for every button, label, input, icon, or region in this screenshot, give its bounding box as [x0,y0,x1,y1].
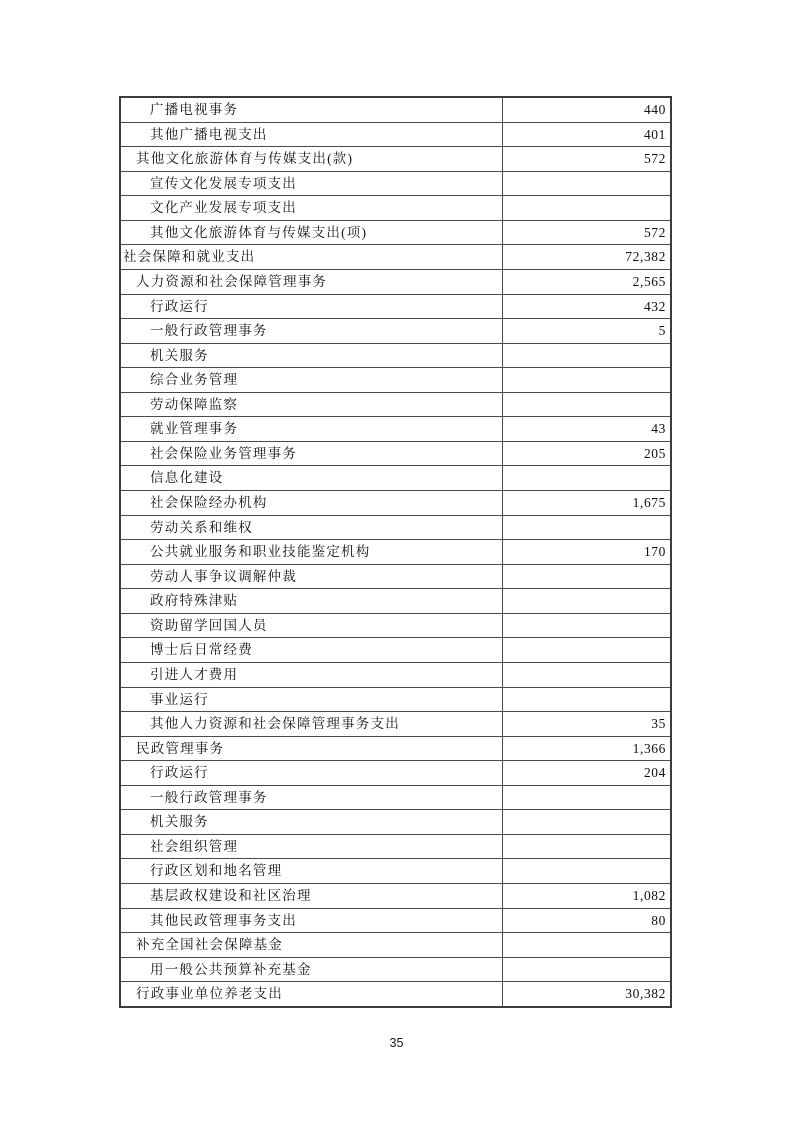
row-label: 民政管理事务 [121,737,503,761]
row-label: 政府特殊津贴 [121,589,503,613]
table-row [121,123,670,148]
table-row [121,172,670,197]
table-row [121,221,670,246]
row-label: 机关服务 [121,344,503,368]
row-value [503,393,670,417]
row-label: 行政事业单位养老支出 [121,982,503,1006]
row-label: 博士后日常经费 [121,638,503,662]
row-value [503,368,670,392]
row-value: 72,382 [625,249,666,265]
row-label: 用一般公共预算补充基金 [121,958,503,982]
table-row [121,245,670,270]
row-value [503,344,670,368]
table-row [121,442,670,467]
row-value: 30,382 [625,986,666,1002]
table-row [121,466,670,491]
row-label: 一般行政管理事务 [121,786,503,810]
table-row [121,761,670,786]
table-row [121,712,670,737]
row-value [503,172,670,196]
table-row [121,958,670,983]
table-row [121,196,670,221]
row-value: 1,366 [632,740,666,756]
row-value [503,638,670,662]
table-row [121,589,670,614]
table-row [121,638,670,663]
row-label: 宣传文化发展专项支出 [121,172,503,196]
row-label: 广播电视事务 [121,98,503,122]
row-label: 补充全国社会保障基金 [121,933,503,957]
row-value: 572 [643,151,666,167]
table-row [121,835,670,860]
table-row [121,491,670,516]
row-label: 其他广播电视支出 [121,123,503,147]
row-value: 401 [643,126,666,142]
table-row [121,909,670,934]
row-value [503,859,670,883]
row-label: 基层政权建设和社区治理 [121,884,503,908]
table-row [121,417,670,442]
row-value: 5 [658,323,666,339]
row-label: 公共就业服务和职业技能鉴定机构 [121,540,503,564]
row-value: 80 [651,912,666,928]
table-row [121,540,670,565]
table-row [121,98,670,123]
row-label: 一般行政管理事务 [121,319,503,343]
table-row [121,859,670,884]
row-label: 劳动保障监察 [121,393,503,417]
row-value [503,835,670,859]
row-value: 204 [643,765,666,781]
row-value [503,589,670,613]
table-row [121,319,670,344]
table-row [121,933,670,958]
row-label: 文化产业发展专项支出 [121,196,503,220]
row-label: 资助留学回国人员 [121,614,503,638]
row-label: 其他人力资源和社会保障管理事务支出 [121,712,503,736]
row-value [503,810,670,834]
row-label: 社会组织管理 [121,835,503,859]
row-value: 432 [643,298,666,314]
row-value [503,466,670,490]
row-label: 劳动关系和维权 [121,516,503,540]
row-value: 1,082 [632,888,666,904]
table-row [121,147,670,172]
row-label: 行政运行 [121,295,503,319]
row-value [503,663,670,687]
row-label: 信息化建设 [121,466,503,490]
row-value: 170 [643,544,666,560]
table-row [121,688,670,713]
table-row [121,516,670,541]
row-value: 43 [651,421,666,437]
budget-table [119,96,672,1008]
table-row [121,663,670,688]
row-value: 1,675 [632,495,666,511]
row-value: 35 [651,716,666,732]
table-row [121,295,670,320]
row-label: 事业运行 [121,688,503,712]
table-row [121,393,670,418]
table-row [121,614,670,639]
row-value: 2,565 [632,273,666,289]
row-label: 其他文化旅游体育与传媒支出(项) [121,221,503,245]
row-label: 社会保险经办机构 [121,491,503,515]
row-label: 其他民政管理事务支出 [121,909,503,933]
row-value [503,614,670,638]
table-row [121,982,670,1006]
row-label: 就业管理事务 [121,417,503,441]
page-number: 35 [389,1036,404,1050]
row-value: 572 [643,224,666,240]
row-value [503,516,670,540]
row-value [503,565,670,589]
row-value [503,786,670,810]
row-label: 行政区划和地名管理 [121,859,503,883]
row-value [503,688,670,712]
row-label: 社会保险业务管理事务 [121,442,503,466]
table-row [121,344,670,369]
table-row [121,884,670,909]
row-value: 205 [643,445,666,461]
row-label: 综合业务管理 [121,368,503,392]
table-row [121,810,670,835]
table-row [121,368,670,393]
table-row [121,737,670,762]
row-label: 人力资源和社会保障管理事务 [121,270,503,294]
table-row [121,565,670,590]
row-label: 引进人才费用 [121,663,503,687]
table-row [121,270,670,295]
table-row [121,786,670,811]
row-value: 440 [643,102,666,118]
row-value [503,958,670,982]
row-value [503,196,670,220]
row-value [503,933,670,957]
row-label: 社会保障和就业支出 [121,245,503,269]
row-label: 行政运行 [121,761,503,785]
row-label: 机关服务 [121,810,503,834]
row-label: 劳动人事争议调解仲裁 [121,565,503,589]
row-label: 其他文化旅游体育与传媒支出(款) [121,147,503,171]
